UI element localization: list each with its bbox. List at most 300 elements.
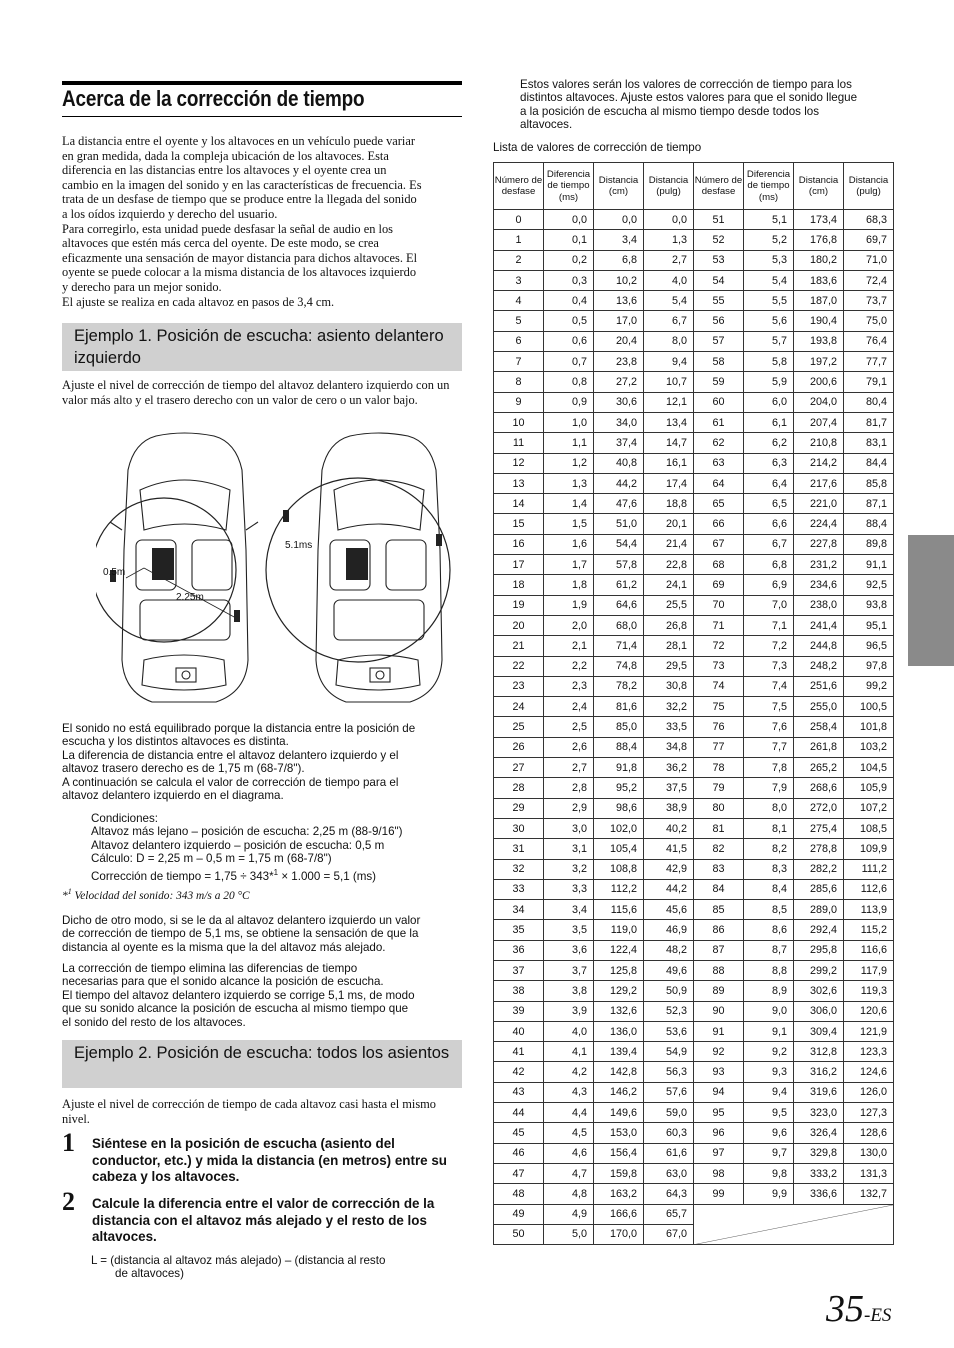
explain-line: La diferencia de distancia entre el altavoz delantero izquierdo y el: [62, 748, 399, 762]
table-cell: 265,2: [794, 758, 844, 778]
table-cell: 40,8: [594, 453, 644, 473]
table-row: [494, 859, 894, 879]
table-cell: 170,0: [594, 1224, 644, 1244]
table-cell: 7,5: [744, 697, 794, 717]
table-cell: 197,2: [794, 352, 844, 372]
table-cell: 102,0: [594, 818, 644, 838]
table-cell: 73,7: [844, 291, 894, 311]
diagram-label-225m: 2.25m: [176, 592, 204, 603]
table-cell: 5,0: [544, 1224, 594, 1244]
table-cell: 248,2: [794, 656, 844, 676]
correction-table: [493, 162, 894, 1245]
table-cell: 8,1: [744, 818, 794, 838]
para1-line: de corrección de tiempo de 5,1 ms, se obtiene la sensación de que la: [62, 927, 419, 941]
table-cell: 163,2: [594, 1184, 644, 1204]
intro-line: en gran medida, dada la compleja ubicación de los altavoces. Esta: [62, 148, 389, 163]
table-cell: 115,2: [844, 920, 894, 940]
table-cell: 14,7: [644, 433, 694, 453]
table-row: [494, 210, 894, 230]
table-row: [494, 352, 894, 372]
para2-line: La corrección de tiempo elimina las diferencias de tiempo: [62, 962, 358, 975]
table-cell: 0,0: [544, 210, 594, 230]
table-cell: 5,9: [744, 372, 794, 392]
table-cell: 7,2: [744, 636, 794, 656]
table-cell: 84: [694, 879, 744, 899]
table-cell: 85: [694, 900, 744, 920]
table-cell: 9,2: [744, 1042, 794, 1062]
table-cell: 187,0: [794, 291, 844, 311]
table-cell: 1,1: [544, 433, 594, 453]
table-cell: 261,8: [794, 737, 844, 757]
table-cell: 42,9: [644, 859, 694, 879]
table-cell: 38,9: [644, 798, 694, 818]
table-cell: 37: [494, 960, 544, 980]
table-cell: 54,4: [594, 534, 644, 554]
table-cell: 23,8: [594, 352, 644, 372]
right-intro: [520, 78, 900, 132]
table-cell: 6,6: [744, 514, 794, 534]
table-cell: 40: [494, 1021, 544, 1041]
table-cell: 3: [494, 270, 544, 290]
table-header-cell: Diferencia de tiempo (ms): [744, 163, 794, 210]
table-cell: 153,0: [594, 1123, 644, 1143]
table-cell: 34: [494, 900, 544, 920]
table-cell: 132,6: [594, 1001, 644, 1021]
table-cell: 1,4: [544, 494, 594, 514]
step2-number: 2: [62, 1187, 75, 1216]
table-header-cell: Distancia (cm): [594, 163, 644, 210]
table-row: [494, 1062, 894, 1082]
table-cell: 10: [494, 412, 544, 432]
table-cell: 22,8: [644, 555, 694, 575]
table-cell: 74: [694, 676, 744, 696]
table-cell: 1,3: [644, 230, 694, 250]
table-cell: 9: [494, 392, 544, 412]
intro-line: eficazmente una sensación de mayor distancia para dichos altavoces. El: [62, 250, 418, 265]
table-cell: 10,2: [594, 270, 644, 290]
table-cell: 5: [494, 311, 544, 331]
table-cell: 72,4: [844, 270, 894, 290]
table-cell: 238,0: [794, 595, 844, 615]
table-cell: 190,4: [794, 311, 844, 331]
table-cell: 0,8: [544, 372, 594, 392]
table-cell: 20: [494, 615, 544, 635]
table-cell: 272,0: [794, 798, 844, 818]
table-row: [494, 1042, 894, 1062]
table-cell: 0,9: [544, 392, 594, 412]
table-cell: 316,2: [794, 1062, 844, 1082]
table-cell: 97: [694, 1143, 744, 1163]
table-cell: 111,2: [844, 859, 894, 879]
table-cell: 103,2: [844, 737, 894, 757]
table-header-cell: Diferencia de tiempo (ms): [544, 163, 594, 210]
table-cell: 16,1: [644, 453, 694, 473]
table-cell: 3,6: [544, 940, 594, 960]
table-cell: 32,2: [644, 697, 694, 717]
table-row: [494, 676, 894, 696]
table-cell: 45,6: [644, 900, 694, 920]
table-cell: 6: [494, 331, 544, 351]
table-cell: 289,0: [794, 900, 844, 920]
table-cell: 2,7: [644, 250, 694, 270]
table-cell: 68,3: [844, 210, 894, 230]
table-row: [494, 230, 894, 250]
table-cell: 3,2: [544, 859, 594, 879]
table-cell: 329,8: [794, 1143, 844, 1163]
table-cell: 71: [694, 615, 744, 635]
table-cell: 19: [494, 595, 544, 615]
table-cell: 83: [694, 859, 744, 879]
table-cell: 4,6: [544, 1143, 594, 1163]
table-row: [494, 981, 894, 1001]
table-cell: 121,9: [844, 1021, 894, 1041]
table-cell: 95: [694, 1103, 744, 1123]
table-cell: 204,0: [794, 392, 844, 412]
table-cell: 78,2: [594, 676, 644, 696]
table-row: [494, 697, 894, 717]
table-cell: 4,4: [544, 1103, 594, 1123]
table-cell: 49: [494, 1204, 544, 1224]
table-cell: 1,7: [544, 555, 594, 575]
table-cell: 6,1: [744, 412, 794, 432]
paragraph-1: [62, 914, 462, 954]
table-cell: 0,6: [544, 331, 594, 351]
table-cell: 69: [694, 575, 744, 595]
table-cell: 251,6: [794, 676, 844, 696]
table-cell: 7,9: [744, 778, 794, 798]
table-cell: 1,6: [544, 534, 594, 554]
table-cell: 7,4: [744, 676, 794, 696]
table-cell: 39: [494, 1001, 544, 1021]
table-cell: 107,2: [844, 798, 894, 818]
table-cell: 90: [694, 1001, 744, 1021]
table-row: [494, 1021, 894, 1041]
table-cell: 0,1: [544, 230, 594, 250]
table-cell: 67,0: [644, 1224, 694, 1244]
table-cell: 30: [494, 818, 544, 838]
explain-paragraph: [62, 722, 462, 802]
table-cell: 53: [694, 250, 744, 270]
table-cell: 54,9: [644, 1042, 694, 1062]
table-cell: 80,4: [844, 392, 894, 412]
table-cell: 146,2: [594, 1082, 644, 1102]
table-cell: 51: [694, 210, 744, 230]
table-cell: 30,6: [594, 392, 644, 412]
table-cell: 6,3: [744, 453, 794, 473]
table-cell: 8,0: [644, 331, 694, 351]
table-cell: 24,1: [644, 575, 694, 595]
table-cell: 1,5: [544, 514, 594, 534]
table-cell: 224,4: [794, 514, 844, 534]
table-row: [494, 940, 894, 960]
table-cell: 92: [694, 1042, 744, 1062]
table-cell: 6,0: [744, 392, 794, 412]
table-cell: 26,8: [644, 615, 694, 635]
table-cell: 119,3: [844, 981, 894, 1001]
table-cell: 76: [694, 717, 744, 737]
explain-line: altavoz delantero izquierdo en el diagrama.: [62, 789, 284, 803]
table-row: [494, 412, 894, 432]
table-cell: 0,7: [544, 352, 594, 372]
table-cell: 67: [694, 534, 744, 554]
table-cell: 72: [694, 636, 744, 656]
intro-line: altavoces que estén más cerca del oyente. De este modo, se crea: [62, 236, 379, 251]
table-cell: 268,6: [794, 778, 844, 798]
table-cell: 64,3: [644, 1184, 694, 1204]
table-cell: 241,4: [794, 615, 844, 635]
table-cell: 336,6: [794, 1184, 844, 1204]
table-cell: 278,8: [794, 839, 844, 859]
table-cell: 9,9: [744, 1184, 794, 1204]
table-row: [494, 270, 894, 290]
table-cell: 210,8: [794, 433, 844, 453]
table-cell: 36: [494, 940, 544, 960]
table-cell: 47,6: [594, 494, 644, 514]
table-cell: 6,5: [744, 494, 794, 514]
diagram-label-05m: 0.5m: [103, 567, 126, 578]
table-cell: 13,4: [644, 412, 694, 432]
table-cell: 81,6: [594, 697, 644, 717]
table-row: [494, 1204, 894, 1224]
example1-text: Ajuste el nivel de corrección de tiempo del altavoz delantero izquierdo con un valor más alto y el trasero derecho con un valor de cero o un valor bajo.: [62, 378, 450, 407]
table-cell: 77: [694, 737, 744, 757]
table-cell: 108,5: [844, 818, 894, 838]
table-cell: 68,0: [594, 615, 644, 635]
table-cell: 4,0: [644, 270, 694, 290]
table-cell: 9,6: [744, 1123, 794, 1143]
table-cell: 46: [494, 1143, 544, 1163]
intro-paragraph: [62, 134, 462, 309]
table-cell: 5,5: [744, 291, 794, 311]
table-cell: 1: [494, 230, 544, 250]
table-cell: 0,4: [544, 291, 594, 311]
table-cell: 76,4: [844, 331, 894, 351]
intro-line: La distancia entre el oyente y los altavoces en un vehículo puede variar: [62, 134, 415, 148]
table-cell: 83,1: [844, 433, 894, 453]
table-row: [494, 960, 894, 980]
table-cell: 21: [494, 636, 544, 656]
table-cell: 6,2: [744, 433, 794, 453]
explain-line: altavoz trasero derecho es de 1,75 m (68-7/8").: [62, 762, 305, 776]
table-cell: 30,8: [644, 676, 694, 696]
table-cell: 10,7: [644, 372, 694, 392]
table-cell: 73: [694, 656, 744, 676]
paragraph-2: [62, 962, 462, 1029]
table-cell: 86: [694, 920, 744, 940]
table-cell: 4,3: [544, 1082, 594, 1102]
table-cell: 70: [694, 595, 744, 615]
table-cell: 80: [694, 798, 744, 818]
table-cell: 3,4: [544, 900, 594, 920]
table-row: [494, 291, 894, 311]
table-cell: 5,1: [744, 210, 794, 230]
table-cell: 21,4: [644, 534, 694, 554]
table-cell: 79,1: [844, 372, 894, 392]
table-cell: 123,3: [844, 1042, 894, 1062]
table-cell: 9,4: [744, 1082, 794, 1102]
table-cell: 2: [494, 250, 544, 270]
para1-line: Dicho de otro modo, si se le da al altavoz delantero izquierdo un valor: [62, 914, 421, 927]
table-cell: 71,4: [594, 636, 644, 656]
para2-line: necesarias para que el sonido alcance la posición de escucha.: [62, 975, 384, 989]
table-cell: 65: [694, 494, 744, 514]
example1-heading: Ejemplo 1. Posición de escucha: asiento delantero izquierdo: [62, 323, 462, 371]
table-header-cell: Número de desfase: [494, 163, 544, 210]
table-cell: 71,0: [844, 250, 894, 270]
table-cell: 51,0: [594, 514, 644, 534]
table-cell: 200,6: [794, 372, 844, 392]
table-cell: 2,9: [544, 798, 594, 818]
explain-line: A continuación se calcula el valor de corrección de tiempo para el: [62, 775, 399, 789]
table-cell: 75,0: [844, 311, 894, 331]
table-cell: 96: [694, 1123, 744, 1143]
table-cell: 282,2: [794, 859, 844, 879]
table-row: [494, 1123, 894, 1143]
table-cell: 142,8: [594, 1062, 644, 1082]
table-cell: 61: [694, 412, 744, 432]
table-cell: 258,4: [794, 717, 844, 737]
table-cell: 85,8: [844, 473, 894, 493]
table-cell: 53,6: [644, 1021, 694, 1041]
table-cell: 217,6: [794, 473, 844, 493]
table-cell: 8,2: [744, 839, 794, 859]
table-cell: 7: [494, 352, 544, 372]
footnote: *$^1$ Velocidad del sonido: 343 m/s a 20 °C: [62, 887, 250, 902]
table-cell: 299,2: [794, 960, 844, 980]
table-cell: 87,1: [844, 494, 894, 514]
intro-line: El ajuste se realiza en cada altavoz en pasos de 3,4 cm.: [62, 294, 335, 309]
table-cell: 42: [494, 1062, 544, 1082]
table-row: [494, 372, 894, 392]
table-cell: 113,9: [844, 900, 894, 920]
table-cell: 124,6: [844, 1062, 894, 1082]
table-cell: 46,9: [644, 920, 694, 940]
table-cell: 91,1: [844, 555, 894, 575]
right-intro-line: a la posición de escucha al mismo tiempo desde todos los: [520, 104, 820, 118]
table-cell: 17,0: [594, 311, 644, 331]
table-cell: 57,8: [594, 555, 644, 575]
table-cell: 105,4: [594, 839, 644, 859]
table-cell: 117,9: [844, 960, 894, 980]
table-cell: 27,2: [594, 372, 644, 392]
table-cell: 22: [494, 656, 544, 676]
table-cell: 3,9: [544, 1001, 594, 1021]
table-cell: 94: [694, 1082, 744, 1102]
table-cell: 75: [694, 697, 744, 717]
table-cell: 4,7: [544, 1163, 594, 1183]
table-row: [494, 636, 894, 656]
table-cell: 7,1: [744, 615, 794, 635]
table-cell: 2,4: [544, 697, 594, 717]
intro-line: y derecho para un mejor sonido.: [62, 279, 222, 294]
table-cell: 26: [494, 737, 544, 757]
table-cell: 3,4: [594, 230, 644, 250]
table-header-cell: Número de desfase: [694, 163, 744, 210]
table-cell: 6,9: [744, 575, 794, 595]
table-cell: 41,5: [644, 839, 694, 859]
table-cell: 92,5: [844, 575, 894, 595]
table-cell: 85,0: [594, 717, 644, 737]
example2-heading: Ejemplo 2. Posición de escucha: todos los asientos: [62, 1040, 462, 1088]
table-cell: 4,9: [544, 1204, 594, 1224]
table-cell: 43: [494, 1082, 544, 1102]
intro-line: a los oídos izquierdo y derecho del usuario.: [62, 206, 278, 221]
table-cell: 4,2: [544, 1062, 594, 1082]
table-cell: 91,8: [594, 758, 644, 778]
table-cell: 44,2: [594, 473, 644, 493]
table-cell: 56: [694, 311, 744, 331]
table-cell: 5,4: [644, 291, 694, 311]
table-cell: 4,1: [544, 1042, 594, 1062]
table-cell: 312,8: [794, 1042, 844, 1062]
table-cell: 3,8: [544, 981, 594, 1001]
table-cell: 8,8: [744, 960, 794, 980]
table-cell: 59: [694, 372, 744, 392]
right-intro-line: Estos valores serán los valores de corrección de tiempo para los: [520, 78, 852, 91]
table-cell: 132,7: [844, 1184, 894, 1204]
table-cell: 231,2: [794, 555, 844, 575]
table-cell: 6,4: [744, 473, 794, 493]
table-cell: 23: [494, 676, 544, 696]
table-cell: 54: [694, 270, 744, 290]
table-cell: 78: [694, 758, 744, 778]
table-row: [494, 778, 894, 798]
table-cell: 2,2: [544, 656, 594, 676]
table-cell: 34,8: [644, 737, 694, 757]
table-cell: 319,6: [794, 1082, 844, 1102]
table-cell: 48,2: [644, 940, 694, 960]
table-cell: 69,7: [844, 230, 894, 250]
table-cell: 91: [694, 1021, 744, 1041]
table-cell: 58: [694, 352, 744, 372]
table-cell: 295,8: [794, 940, 844, 960]
table-row: [494, 717, 894, 737]
table-row: [494, 453, 894, 473]
table-cell: 104,5: [844, 758, 894, 778]
table-row: [494, 737, 894, 757]
table-cell: 183,6: [794, 270, 844, 290]
table-cell: 5,2: [744, 230, 794, 250]
right-intro-line: altavoces.: [520, 118, 573, 132]
table-cell: 306,0: [794, 1001, 844, 1021]
table-cell: 119,0: [594, 920, 644, 940]
table-cell: 1,0: [544, 412, 594, 432]
correction-line: Corrección de tiempo = 1,75 ÷ 343*$^1$ × 1.000 = 5,1 (ms): [91, 867, 377, 883]
table-cell: 64,6: [594, 595, 644, 615]
table-cell: 12,1: [644, 392, 694, 412]
table-cell: 14: [494, 494, 544, 514]
table-cell: 115,6: [594, 900, 644, 920]
table-row: [494, 433, 894, 453]
condition-line: Cálculo: D = 2,25 m – 0,5 m = 1,75 m (68-7/8"): [91, 852, 332, 866]
title-rule-top: [62, 81, 462, 85]
table-row: [494, 615, 894, 635]
table-cell: 122,4: [594, 940, 644, 960]
table-row: [494, 1184, 894, 1204]
table-cell: 326,4: [794, 1123, 844, 1143]
table-cell: 98: [694, 1163, 744, 1183]
table-cell: 89,8: [844, 534, 894, 554]
table-cell: 101,8: [844, 717, 894, 737]
table-cell: 64: [694, 473, 744, 493]
table-row: [494, 494, 894, 514]
explain-line: El sonido no está equilibrado porque la distancia entre la posición de: [62, 722, 416, 735]
table-cell: 116,6: [844, 940, 894, 960]
table-cell: 0: [494, 210, 544, 230]
table-cell: 15: [494, 514, 544, 534]
table-cell: 131,3: [844, 1163, 894, 1183]
table-cell: 1,8: [544, 575, 594, 595]
